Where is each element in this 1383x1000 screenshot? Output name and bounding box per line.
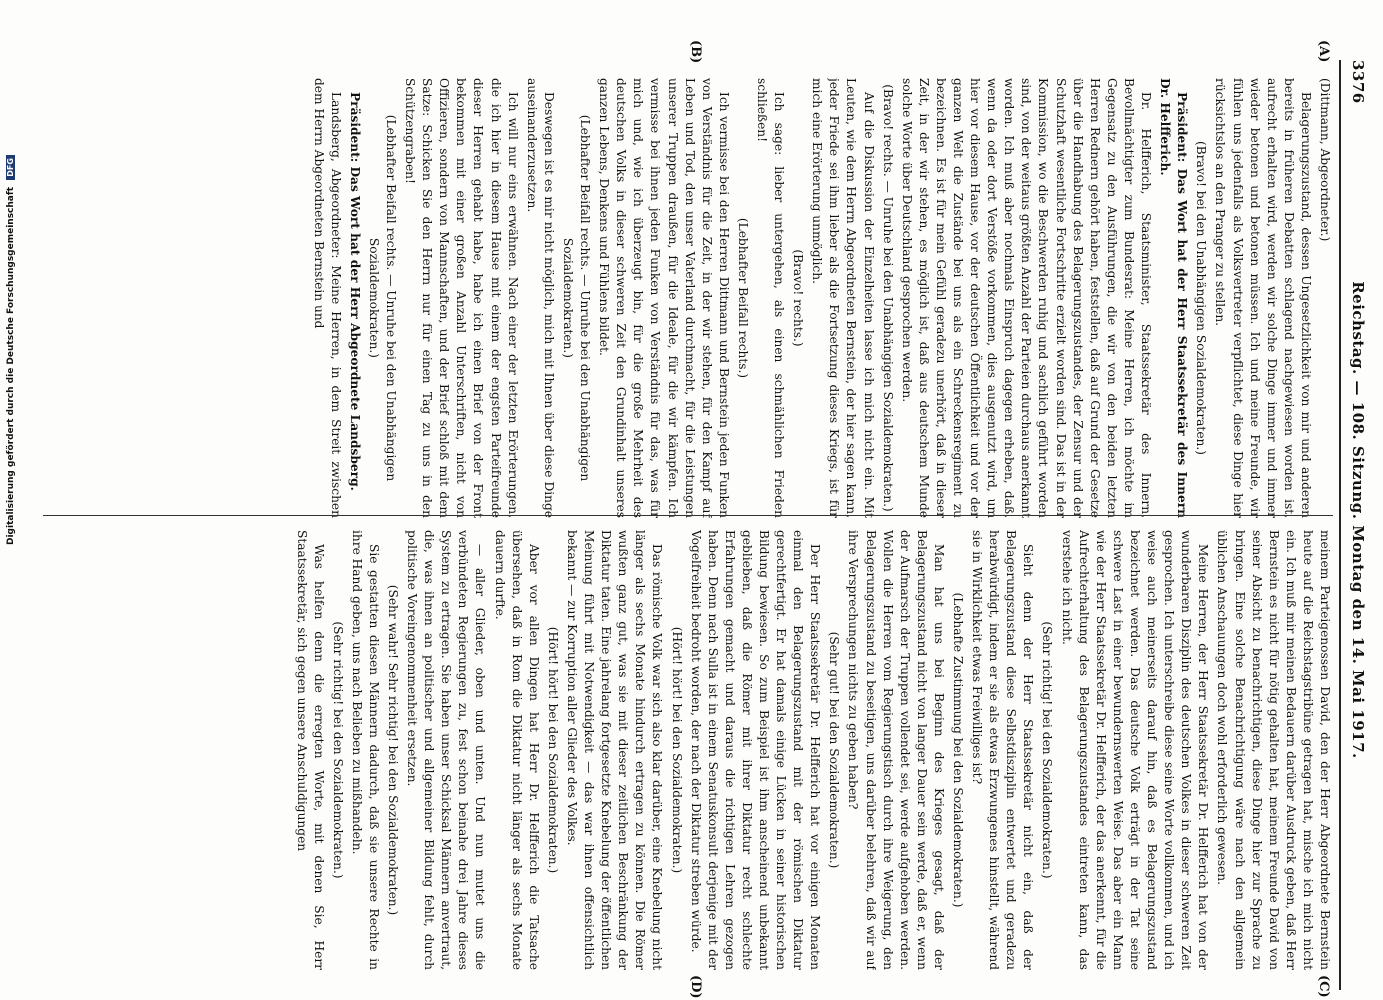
- credit-text: Digitalisierung gefördert durch die Deutsche Forschungsgemeinschaft: [6, 186, 16, 545]
- margin-mark-a: (A): [1316, 40, 1331, 63]
- paragraph: Der Herr Staatssekretär Dr. Helfferich hat vor einigen Monaten einmal den Belagerungszustand mit der römischen Diktatur gerechtfertigt. Er hat damals einige Lücken in seiner historischen Bildung bewiesen. So zum Beispiel ist ihm anscheinend unbekannt geblieben, daß die Römer mit ihrer Diktatur recht schlechte Erfahrungen gemacht und daraus die richtigen Lehren gezogen haben. Denn nach Sulla ist in einem Senatuskonsult derjenige mit der Vogelfreiheit bedroht worden, der nach der Diktatur streben würde.: [688, 530, 823, 970]
- paragraph: Meine Herren, der Herr Staatssekretär Dr. Helfferich hat von der wunderbaren Disziplin des deutschen Volkes in dieser schweren Zeit gesprochen. Ich unterschreibe diese seine Worte vollkommen, und ich weise auch meinerseits darauf hin, daß es Belagerungszustand bezeichnet werden. Das deutsche Volk erträgt in der Tat seine schwere Last in einer bewundernswerten Weise. Das aber ein Mann wie der Herr Staatssekretär Dr. Helfferich, der das anerkennt, für die Aufrechterhaltung des Belagerungszustandes eintreten kann, das verstehe ich nicht.: [1059, 530, 1211, 970]
- session-title: Reichstag. — 108. Sitzung. Montag den 14. Mai 1917.: [1349, 281, 1367, 759]
- paragraph: Dr. Helfferich, Staatsminister, Staatssekretär des Innern, Bevollmächtigter zum Bundesrat: Meine Herren, ich möchte im Gegensatz zu den Ausführungen, die wir von den beiden letzten Herren Rednern gehört haben, feststellen, daß auf Grund der Gesetze über die Handhabung des Belagerungszustandes, der Zensur und der Schutzhaft wesentliche Fortschritte erzielt worden sind. Das ist in der Kommission, wo die Beschwerden ruhig und sachlich geführt worden sind, von der weitaus größten Anzahl der Parteien durchaus anerkannt worden. Ich muß aber nochmals Einspruch dagegen erheben, daß, wenn da oder dort Verstöße vorkommen, dies ausgenutzt wird, um hier vor diesem Hause, vor der deutschen Öffentlichkeit und vor der ganzen Welt die Zustände bei uns als ein Schreckensregiment zu bezeichnen. Es ist für mein Gefühl geradezu unerhört, daß in dieser Zeit, in der wir stehen, es möglich ist, daß aus deutschem Munde solche Worte über Deutschland gesprochen werden.: [899, 78, 1154, 518]
- paragraph: meinem Parteigenossen David, den der Herr Abgeordnete Bernstein heute auf die Reichstagstribüne getragen hat, mische ich mich nicht ein. Ich muß mir meinen Bedauern darüber Ausdruck geben, daß Herr Bernstein es nicht für nötig gehalten hat, meinem Freunde David von seiner Absicht zu benachrichtigen, diese Dinge hier zur Sprache zu bringen. Eine solche Benachrichtigung wäre nach den allgemein üblichen Anschauungen doch wohl erforderlich gewesen.: [1215, 530, 1332, 970]
- interjection: (Lebhafter Beifall rechts.): [735, 217, 750, 379]
- paragraph: Ich sage: lieber untergehen, als einen schmählichen Frieden schließen!: [755, 78, 787, 518]
- interjection: (Sehr richtig! bei den Sozialdemokraten.): [330, 621, 345, 879]
- interjection: (Hört! hört! bei den Sozialdemokraten.): [669, 626, 684, 874]
- paragraph: Landsberg, Abgeordneter: Meine Herren, in dem Streit zwischen dem Herrn Abgeordneten Bernstein und: [311, 78, 343, 518]
- interjection: (Lebhafter Beifall rechts. — Unruhe bei den Unabhängigen Sozialdemokraten.): [560, 114, 593, 482]
- margin-mark-c: (C): [1316, 975, 1331, 998]
- paragraph: Sie gestatten diesen Männern dadurch, daß sie unsere Rechte in ihre Hand geben, uns nach Belieben zu mißhandeln.: [349, 530, 381, 970]
- interjection: (Sehr richtig! bei den Sozialdemokraten.): [1040, 621, 1055, 879]
- paragraph: Sieht denn der Herr Staatssekretär nicht ein, daß der Belagerungszustand diese Selbstdisziplin entwertet und geradezu herabwürdigt, indem er sie als etwas Erzwungenes hinstellt, während sie in Wirklichkeit etwas Freiwilliges ist?: [970, 530, 1036, 970]
- interjection: (Sehr wahr! Sehr richtig! bei den Sozialdemokraten.): [386, 584, 401, 916]
- paragraph: Ich will nur eins erwähnen. Nach einer der letzten Erörterungen, die ich hier in diesem Hause mit einem der engsten Parteifreunde dieser Herren gehabt habe, habe ich einen Brief von der Front bekommen mit einer großen Anzahl Unterschriften, nicht von Offizieren, sondern von Mannschaften, und der Brief schloß mit dem Satze: Schicken Sie den Herrn nur für einen Tag zu uns in den Schützengraben!: [403, 78, 520, 518]
- speaker-paragraph: Präsident: Das Wort hat der Herr Abgeordnete Landsberg.: [347, 92, 362, 491]
- header-rule: [1339, 60, 1341, 990]
- paragraph: Man hat uns bei Beginn des Krieges gesagt, daß der Belagerungszustand nicht von langer Dauer sein werde, daß er, wenn der Aufmarsch der Truppen vollendet sei, werde aufgehoben werden. Wollen die Herren vom Regierungstisch durch ihre Weigerung, den Belagerungszustand zu beseitigen, uns darüber belehren, daß wir auf ihre Versprechungen nichts zu geben haben?: [846, 530, 946, 970]
- paragraph: Belagerungszustand, dessen Ungesetzlichkeit von mir und anderen bereits in früheren Debatten schlagend nachgewiesen worden ist, aufrecht erhalten wird, werden wir solche Dinge immer und immer wieder betonen und betonen müssen. Ich und meine Freunde, wir fühlen uns jedenfalls als Volksvertreter verpflichtet, diese Dinge hier rücksichtslos an den Pranger zu stellen.: [1213, 78, 1313, 518]
- left-column: [43, 78, 1333, 518]
- paragraph: Auf die Diskussion der Einzelheiten lasse ich mich nicht ein. Mit Leuten, wie dem Herrn Abgeordneten Bernstein, der hier sagen kann, jeder Friede sei ihm lieber als die Fortsetzung dieses Kriegs, ist für mich eine Erörterung unmöglich.: [810, 78, 876, 518]
- interjection: (Lebhafter Beifall rechts. — Unruhe bei den Unabhängigen Sozialdemokraten.): [366, 114, 399, 482]
- right-column: [43, 530, 1333, 970]
- dfg-logo: DFG: [6, 155, 15, 180]
- interjection: (Lebhafte Zustimmung bei den Sozialdemokraten.): [951, 592, 966, 908]
- interjection: (Hört! hört! bei den Sozialdemokraten.): [545, 626, 560, 874]
- margin-mark-d: (D): [688, 975, 703, 999]
- paragraph: Ich vermisse bei den Herren Dittmann und Bernstein jeden Funken von Verständnis für die Zeit, in der wir stehen, für den Kampf auf Leben und Tod, den unser Vaterland durchmacht, für die Leistungen unserer Truppen draußen, für die Ideale, für die wir kämpfen. Ich vermisse bei ihnen jeden Funken von Verständnis für das, was für mich und, wie ich überzeugt bin, für die große Mehrheit des deutschen Volks in dieser schweren Zeit den Grundinhalt unseres ganzen Lebens, Denkens und Fühlens bildet.: [597, 78, 731, 518]
- page-header: [1343, 60, 1369, 980]
- page-number: 3376: [1349, 60, 1367, 104]
- paragraph: Was helfen denn die erregten Worte, mit denen Sie, Herr Staatssekretär, sich gegen unsere Anschuldigungen: [294, 530, 326, 970]
- funding-credit: [6, 155, 16, 545]
- interjection: (Bravo! rechts. — Unruhe bei den Unabhängigen Sozialdemokraten.): [880, 84, 895, 512]
- speaker-paragraph: Präsident: Das Wort hat der Herr Staatssekretär des Innern Dr. Helfferich.: [1158, 78, 1190, 518]
- paragraph: Deswegen ist es mir nicht möglich, mich mit Ihnen über diese Dinge auseinanderzusetzen.: [524, 78, 556, 518]
- paragraph: (Dittmann, Abgeordneter.): [1318, 78, 1332, 242]
- paragraph: Das römische Volk war sich also klar darüber, eine Knebelung nicht länger als sechs Monate hindurch ertragen zu können. Die Römer wußten ganz gut, was sie mit dieser zeitlichen Beschränkung der Diktatur taten. Eine jahrelang fortgesetzte Knebelung der öffentlichen Meinung führt mit Notwendigkeit — das war ihnen offensichtlich bekannt — zur Korruption aller Glieder des Volkes.: [564, 530, 665, 970]
- margin-mark-b: (B): [688, 40, 703, 64]
- column-divider: [43, 515, 1333, 516]
- paragraph: — aller Glieder, oben und unten. Und nun mutet uns die verbündeten Regierungen zu, fest schon beinahe drei Jahre dieses System zu ertragen. Sie haben unser Schicksal Männern anvertraut, die, was ihnen an politischer und allgemeiner Bildung fehlt, durch politische Voreingenommenheit ersetzen.: [405, 530, 488, 970]
- interjection: (Bravo! bei den Unabhängigen Sozialdemokraten.): [1194, 140, 1209, 456]
- interjection: (Sehr gut! bei den Sozialdemokraten.): [827, 631, 842, 869]
- paragraph: Aber vor allen Dingen hat Herr Dr. Helfferich die Tatsache übersehen, daß in Rom die Diktatur nicht länger als sechs Monate dauern durfte.: [492, 530, 541, 970]
- interjection: (Bravo! rechts.): [791, 249, 806, 347]
